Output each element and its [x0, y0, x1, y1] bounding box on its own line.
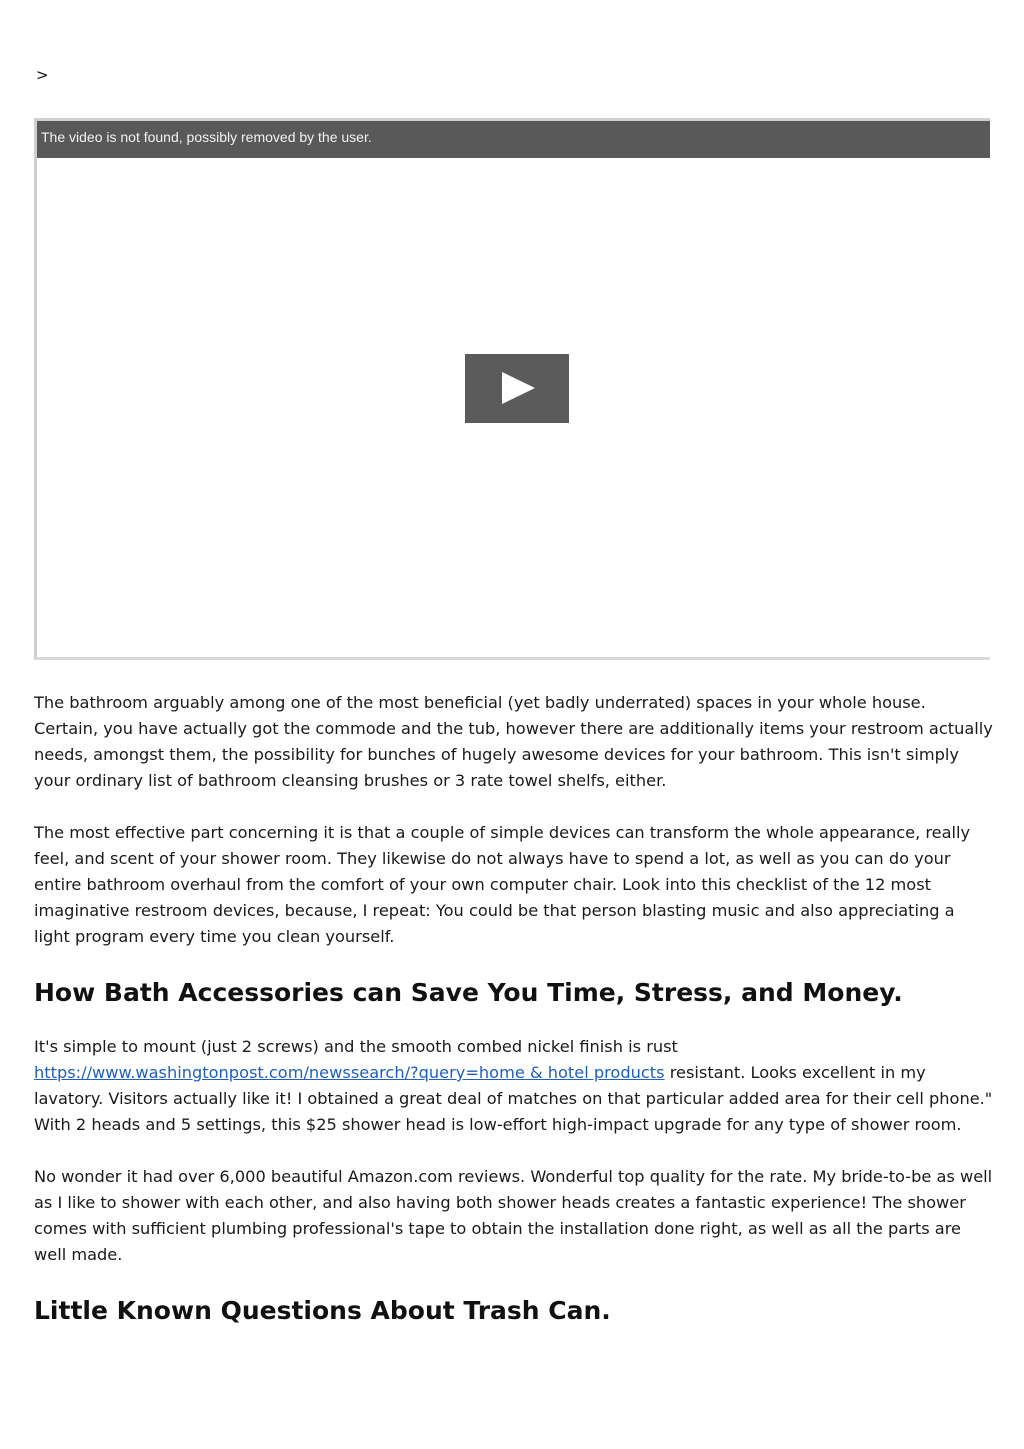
- article-paragraph-3: [34, 1034, 994, 1138]
- article-paragraph-1: The bathroom arguably among one of the most beneficial (yet badly underrated) spaces in your whole house. Certain, you have actually got the commode and the tub, however there are additionally items your restroom actually needs, amongst them, the possibility for bunches of hugely awesome devices for your bathroom. This isn't simply your ordinary list of bathroom cleansing brushes or 3 rate towel shelfs, either.: [34, 693, 993, 790]
- paragraph-3-text-end: resistant. Looks excellent in my lavatory. Visitors actually like it! I obtained a great deal of matches on that particular added area for their cell phone." With 2 heads and 5 settings, this $25 shower head is low-effort high-impact upgrade for any type of shower room.: [34, 1063, 993, 1134]
- play-icon: [502, 372, 535, 404]
- article-paragraph-2: The most effective part concerning it is that a couple of simple devices can transform the whole appearance, really feel, and scent of your shower room. They likewise do not always have to spend a lot, as well as you can do your entire bathroom overhaul from the comfort of your own computer chair. Look into this checklist of the 12 most imaginative restroom devices, because, I repeat: You could be that person blasting music and also appreciating a light program every time you clean yourself.: [34, 823, 971, 946]
- paragraph-3-text-start: It's simple to mount (just 2 screws) and the smooth combed nickel finish is rust: [34, 1037, 678, 1056]
- video-error-bar: [37, 121, 990, 158]
- play-button[interactable]: [465, 354, 569, 423]
- breadcrumb-marker: >: [36, 66, 49, 84]
- section-heading-trash-can: Little Known Questions About Trash Can.: [34, 1296, 611, 1325]
- article-body: [34, 690, 994, 1352]
- washingtonpost-search-link[interactable]: https://www.washingtonpost.com/newssearch/?query=home & hotel products: [34, 1063, 665, 1082]
- video-player[interactable]: [34, 118, 990, 660]
- video-error-message: The video is not found, possibly removed by the user.: [41, 129, 372, 145]
- section-heading-bath-accessories: How Bath Accessories can Save You Time, Stress, and Money.: [34, 978, 903, 1007]
- article-paragraph-4: No wonder it had over 6,000 beautiful Amazon.com reviews. Wonderful top quality for the rate. My bride-to-be as well as I like to shower with each other, and also having both shower heads creates a fantastic experience! The shower comes with sufficient plumbing professional's tape to obtain the installation done right, as well as all the parts are well made.: [34, 1167, 993, 1264]
